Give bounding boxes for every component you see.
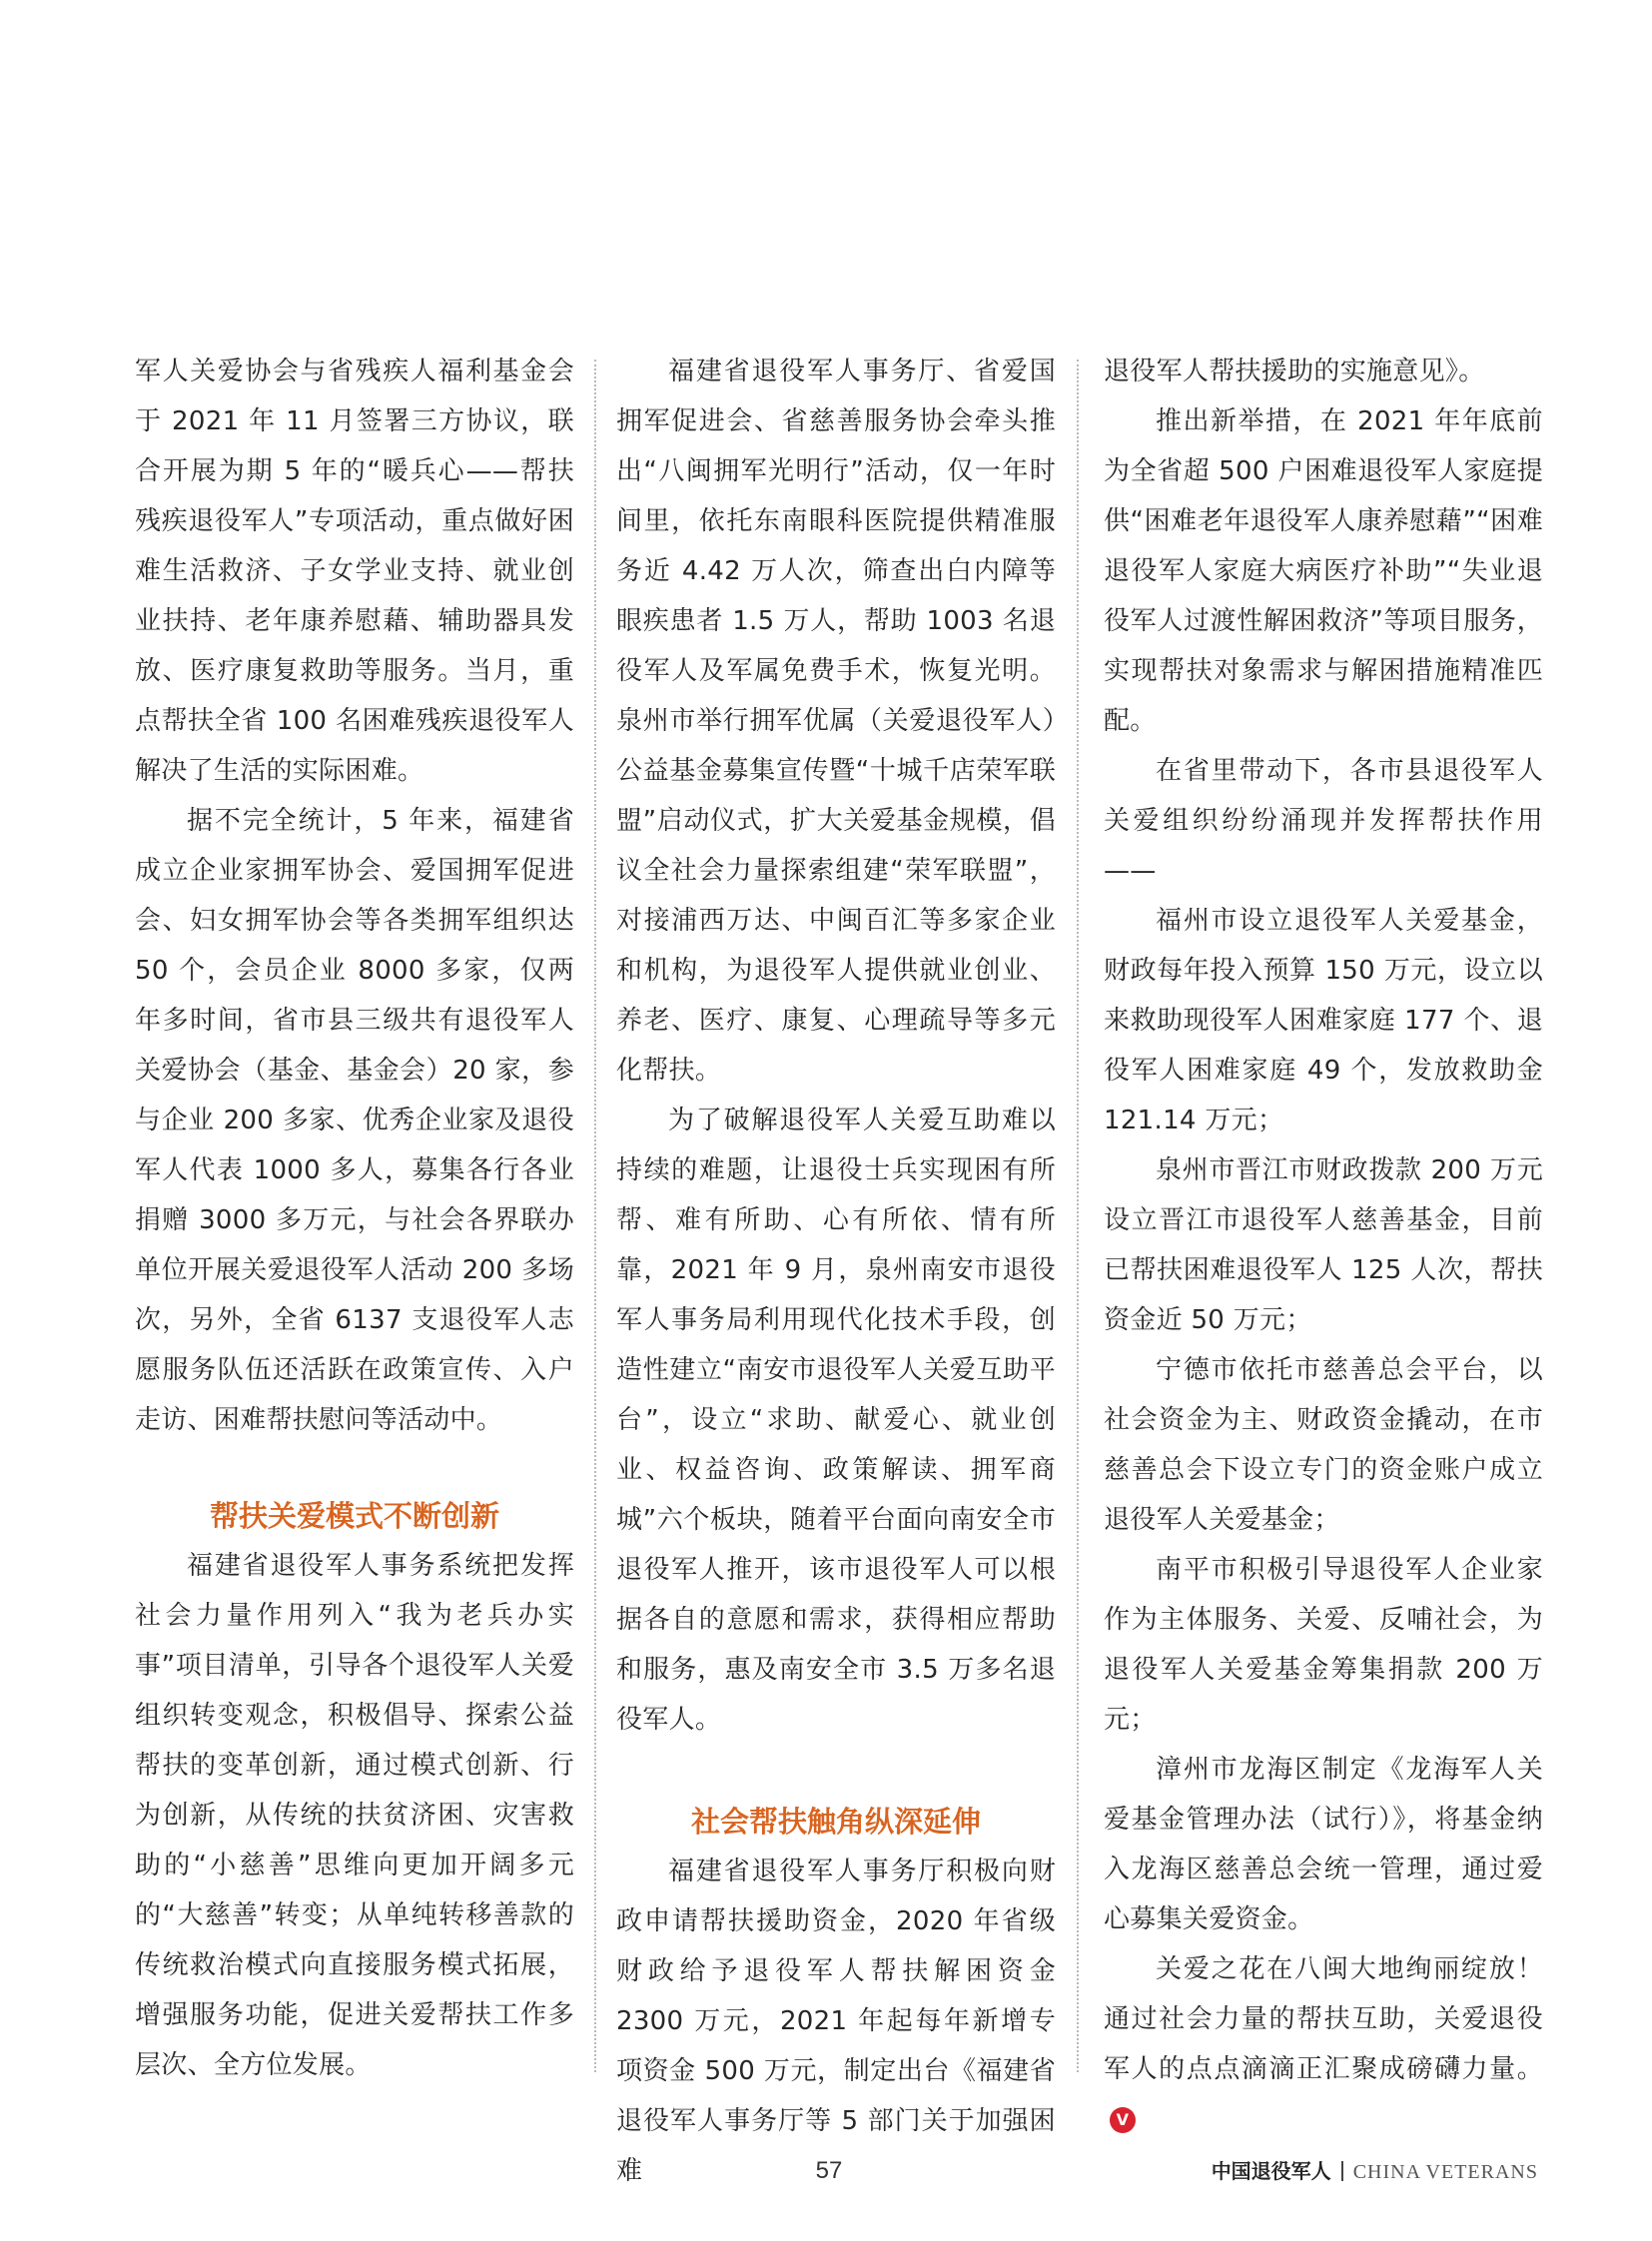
paragraph: 退役军人帮扶援助的实施意见》。 bbox=[1104, 357, 1485, 386]
magazine-title-english: CHINA VETERANS bbox=[1352, 2161, 1538, 2183]
paragraph: 据不完全统计，5 年来，福建省成立企业家拥军协会、爱国拥军促进会、妇女拥军协会等各类拥军组织达 50 个，会员企业 8000 多家，仅两年多时间，省市县三级共有退役军人关爱协会（基金、基金会）20 家，参与企业 200 多家、优秀企业家及退役军人代表 1000 多人，募集各行各业捐赠 3000 多万元，与社会各界联办单位开展关爱退役军人活动 200 多场次，另外，全省 6137 支退役军人志愿服务队伍还活跃在政策宣传、入户走访、困难帮扶慰问等活动中。 bbox=[135, 806, 574, 1435]
article-column-2 bbox=[616, 347, 1056, 2196]
paragraph: 南平市积极引导退役军人企业家作为主体服务、关爱、反哺社会，为退役军人关爱基金筹集捐款 200 万元； bbox=[1104, 1555, 1543, 1735]
closing-text: 关爱之花在八闽大地绚丽绽放！通过社会力量的帮扶互助，关爱退役军人的点点滴滴正汇聚成磅礴力量。 bbox=[1104, 1954, 1543, 2084]
paragraph: 推出新举措，在 2021 年年底前为全省超 500 户困难退役军人家庭提供“困难老年退役军人康养慰藉”“困难退役军人家庭大病医疗补助”“失业退役军人过渡性解困救济”等项目服务，实现帮扶对象需求与解困措施精准匹配。 bbox=[1104, 406, 1543, 736]
section-heading: 社会帮扶触角纵深延伸 bbox=[690, 1805, 981, 1839]
section-heading: 帮扶关爱模式不断创新 bbox=[209, 1499, 499, 1533]
closing-paragraph bbox=[1104, 1944, 1543, 2144]
magazine-title: 中国退役军人 bbox=[1211, 2159, 1331, 2183]
paragraph: 在省里带动下，各市县退役军人关爱组织纷纷涌现并发挥帮扶作用—— bbox=[1104, 756, 1543, 886]
footer-separator bbox=[1341, 2161, 1343, 2181]
paragraph: 福建省退役军人事务厅积极向财政申请帮扶援助资金，2020 年省级财政给予退役军人帮扶解困资金 2300 万元，2021 年起每年新增专项资金 500 万元，制定出台《福建省退役军人事务厅等 5 部门关于加强困难 bbox=[616, 1857, 1056, 2186]
column-divider bbox=[1077, 360, 1079, 2072]
paragraph: 漳州市龙海区制定《龙海军人关爱基金管理办法（试行）》，将基金纳入龙海区慈善总会统一管理，通过爱心募集关爱资金。 bbox=[1104, 1755, 1543, 1934]
paragraph: 宁德市依托市慈善总会平台，以社会资金为主、财政资金撬动，在市慈善总会下设立专门的资金账户成立退役军人关爱基金； bbox=[1104, 1355, 1543, 1535]
article-column-1 bbox=[135, 347, 574, 2090]
paragraph: 福州市设立退役军人关爱基金，财政每年投入预算 150 万元，设立以来救助现役军人困难家庭 177 个、退役军人困难家庭 49 个，发放救助金 121.14 万元； bbox=[1104, 906, 1543, 1135]
paragraph: 为了破解退役军人关爱互助难以持续的难题，让退役士兵实现困有所帮、难有所助、心有所依、情有所靠，2021 年 9 月，泉州南安市退役军人事务局利用现代化技术手段，创造性建立“南安市退役军人关爱互助平台”，设立“求助、献爱心、就业创业、权益咨询、政策解读、拥军商城”六个板块，随着平台面向南安全市退役军人推开，该市退役军人可以根据各自的意愿和需求，获得相应帮助和服务，惠及南安全市 3.5 万多名退役军人。 bbox=[616, 1106, 1056, 1735]
paragraph: 泉州市晋江市财政拨款 200 万元设立晋江市退役军人慈善基金，目前已帮扶困难退役军人 125 人次，帮扶资金近 50 万元； bbox=[1104, 1155, 1543, 1335]
end-mark-icon: V bbox=[1110, 2107, 1136, 2133]
column-divider bbox=[594, 360, 596, 2072]
article-column-3 bbox=[1104, 347, 1543, 2144]
page-number: 57 bbox=[815, 2157, 843, 2184]
running-footer bbox=[1212, 2155, 1538, 2184]
paragraph: 军人关爱协会与省残疾人福利基金会于 2021 年 11 月签署三方协议，联合开展为期 5 年的“暖兵心——帮扶残疾退役军人”专项活动，重点做好困难生活救济、子女学业支持、就业创业扶持、老年康养慰藉、辅助器具发放、医疗康复救助等服务。当月，重点帮扶全省 100 名困难残疾退役军人解决了生活的实际困难。 bbox=[135, 357, 574, 786]
paragraph: 福建省退役军人事务系统把发挥社会力量作用列入“我为老兵办实事”项目清单，引导各个退役军人关爱组织转变观念，积极倡导、探索公益帮扶的变革创新，通过模式创新、行为创新，从传统的扶贫济困、灾害救助的“小慈善”思维向更加开阔多元的“大慈善”转变；从单纯转移善款的传统救治模式向直接服务模式拓展，增强服务功能，促进关爱帮扶工作多层次、全方位发展。 bbox=[135, 1551, 574, 2080]
paragraph: 福建省退役军人事务厅、省爱国拥军促进会、省慈善服务协会牵头推出“八闽拥军光明行”活动，仅一年时间里，依托东南眼科医院提供精准服务近 4.42 万人次，筛查出白内障等眼疾患者 1.5 万人，帮助 1003 名退役军人及军属免费手术，恢复光明。泉州市举行拥军优属（关爱退役军人）公益基金募集宣传暨“十城千店荣军联盟”启动仪式，扩大关爱基金规模，倡议全社会力量探索组建“荣军联盟”，对接浦西万达、中闽百汇等多家企业和机构，为退役军人提供就业创业、养老、医疗、康复、心理疏导等多元化帮扶。 bbox=[616, 357, 1056, 1086]
